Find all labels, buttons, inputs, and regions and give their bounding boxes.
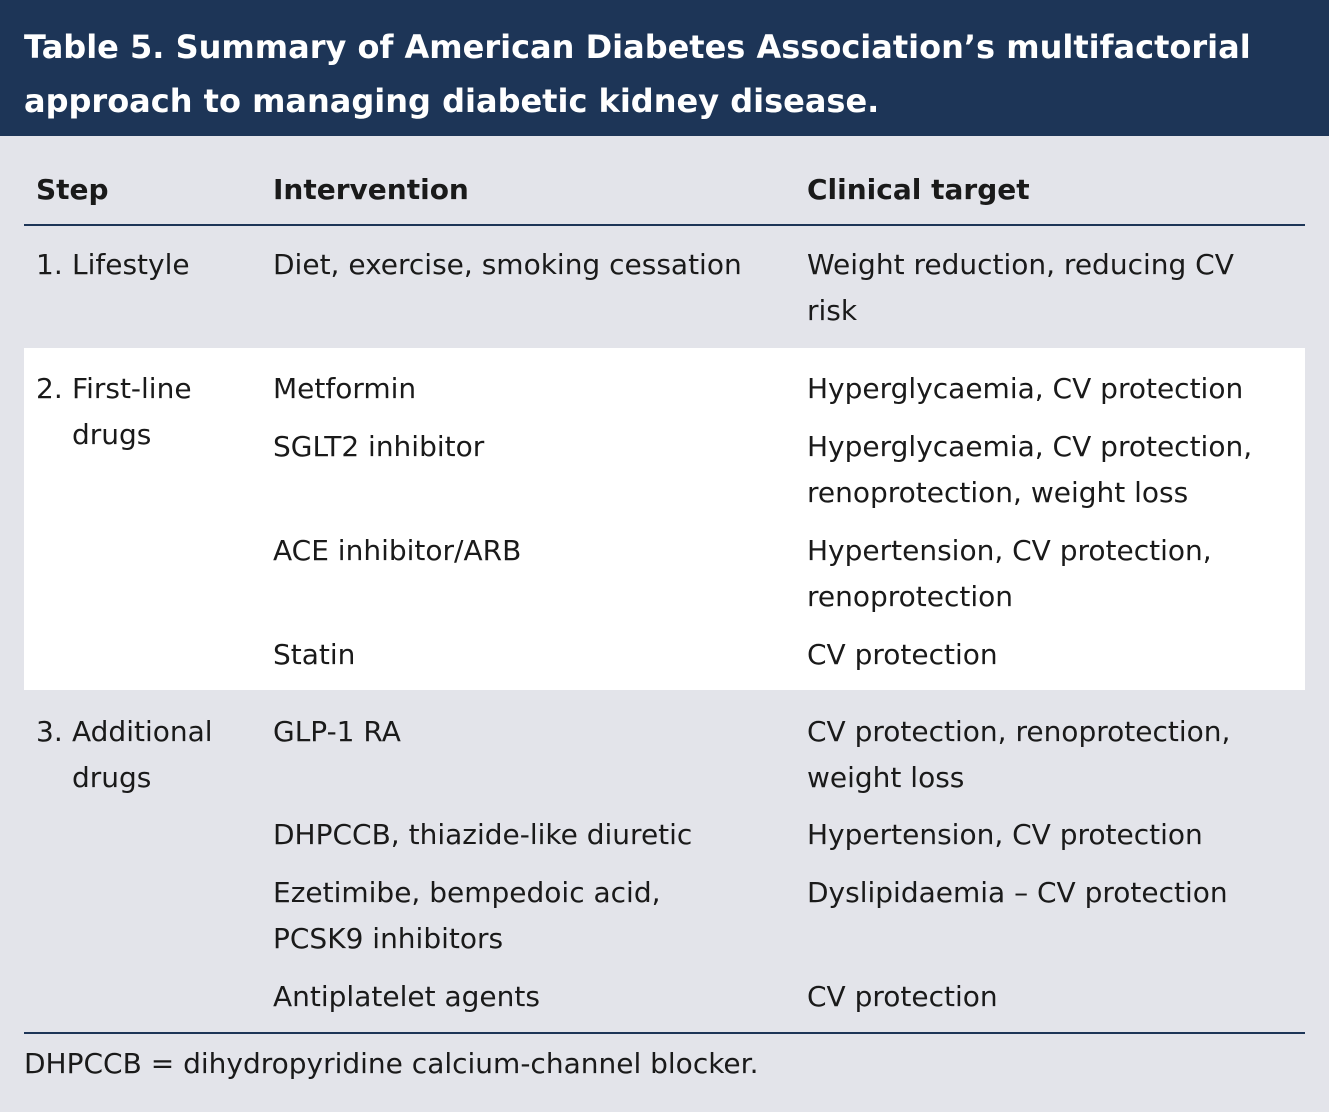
table-title: Table 5. Summary of American Diabetes Association’s multifactorial approach to managing diabetic kidney disease.	[24, 28, 1251, 120]
target-cell: Dyslipidaemia – CV protection	[807, 876, 1228, 909]
table-footnote: DHPCCB = dihydropyridine calcium-channel blocker.	[24, 1047, 759, 1080]
target-cell-cont: risk	[807, 294, 858, 327]
step-cell-cont: drugs	[72, 761, 152, 794]
column-header-step: Step	[36, 173, 109, 206]
target-cell: Hyperglycaemia, CV protection	[807, 372, 1244, 405]
target-cell-cont: renoprotection, weight loss	[807, 476, 1189, 509]
table-header-row	[24, 160, 1304, 224]
intervention-cell: Statin	[273, 638, 356, 671]
step-cell: 3. Additional	[36, 715, 213, 748]
table-bottom-rule	[24, 1032, 1305, 1034]
column-header-target: Clinical target	[807, 173, 1030, 206]
step-cell: 2. First-line	[36, 372, 192, 405]
intervention-cell: Antiplatelet agents	[273, 980, 540, 1013]
intervention-cell: ACE inhibitor/ARB	[273, 534, 522, 567]
target-cell: CV protection	[807, 638, 998, 671]
intervention-cell: GLP-1 RA	[273, 715, 401, 748]
intervention-cell: DHPCCB, thiazide-like diuretic	[273, 818, 693, 851]
table-group-lifestyle	[24, 226, 1305, 348]
target-cell: CV protection	[807, 980, 998, 1013]
table-group-additional	[24, 690, 1305, 1032]
intervention-cell: SGLT2 inhibitor	[273, 430, 485, 463]
table-group-first-line	[24, 348, 1305, 690]
intervention-cell: Ezetimibe, bempedoic acid,	[273, 876, 661, 909]
target-cell: Hyperglycaemia, CV protection,	[807, 430, 1253, 463]
intervention-cell: Metformin	[273, 372, 417, 405]
target-cell: Weight reduction, reducing CV	[807, 248, 1234, 281]
target-cell-cont: renoprotection	[807, 580, 1014, 613]
target-cell-cont: weight loss	[807, 761, 965, 794]
target-cell: CV protection, renoprotection,	[807, 715, 1231, 748]
intervention-cell-cont: PCSK9 inhibitors	[273, 922, 504, 955]
step-cell-cont: drugs	[72, 418, 152, 451]
target-cell: Hypertension, CV protection,	[807, 534, 1212, 567]
intervention-cell: Diet, exercise, smoking cessation	[273, 248, 742, 281]
table-title-bar	[0, 0, 1329, 136]
target-cell: Hypertension, CV protection	[807, 818, 1203, 851]
step-cell: 1. Lifestyle	[36, 248, 190, 281]
column-header-intervention: Intervention	[273, 173, 469, 206]
